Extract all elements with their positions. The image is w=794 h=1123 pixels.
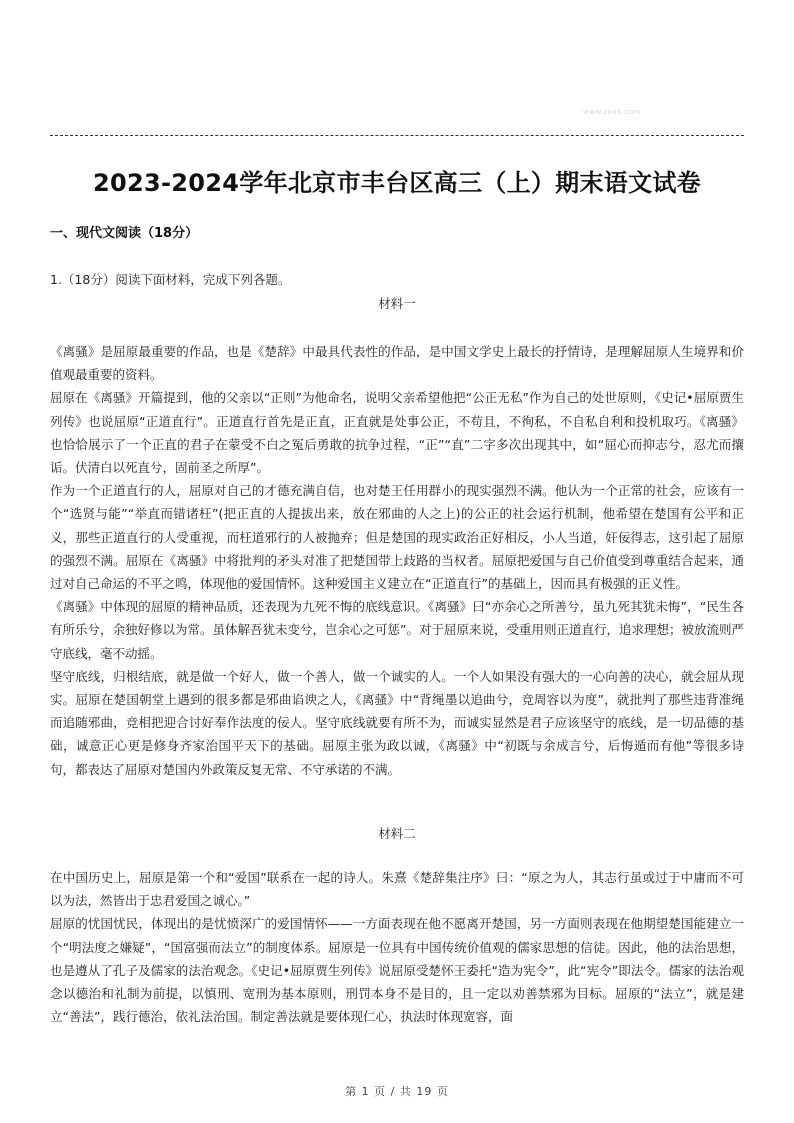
material-two-body (50, 866, 744, 1028)
page-footer: 第 1 页 / 共 19 页 (345, 1085, 449, 1098)
material-two-heading: 材料二 (378, 826, 416, 841)
material-one-body (50, 340, 744, 781)
paragraph: 在中国历史上，屈原是第一个和“爱国”联系在一起的诗人。朱熹《楚辞集注序》曰：“原之为人，其志行虽或过于中庸而不可以为法，然皆出于忠君爱国之诚心。” (50, 870, 744, 909)
paragraph: 屈原在《离骚》开篇提到，他的父亲以“正则”为他命名，说明父亲希望他把“公正无私”作为自己的处世原则，《史记•屈原贾生列传》也说屈原“正道直行”。正道直行首先是正直，正直就是处事公正，不苟且，不徇私，不自私自利和投机取巧。《离骚》也恰恰展示了一个正直的君子在蒙受不白之冤后勇敢的抗争过程，“正”“直”二字多次出现其中，如“屈心而抑志兮，忍尤而攘诟。伏清白以死直兮，固前圣之所厚”。 (50, 390, 744, 476)
paragraph: 作为一个正道直行的人，屈原对自己的才德充满自信，也对楚王任用群小的现实强烈不满。他认为一个正常的社会，应该有一个“选贤与能”“举直而错诸枉”(把正直的人提拔出来，放在邪曲的人之上)的公正的社会运行机制，他希望在楚国有公平和正义，那些正道直行的人受重视，而枉道邪行的人被抛弃；但是楚国的现实政治正好相反，小人当道，奸佞得志，这引起了屈原的强烈不满。屈原在《离骚》中将批判的矛头对准了把楚国带上歧路的当权者。屈原把爱国与自己价值受到尊重结合起来，通过对自己命运的不平之鸣，体现他的爱国情怀。这种爱国主义建立在“正道直行”的基础上，因而具有极强的正义性。 (50, 483, 744, 592)
paragraph: 坚守底线，归根结底，就是做一个好人，做一个善人，做一个诚实的人。一个人如果没有强大的一心向善的决心，就会屈从现实。屈原在楚国朝堂上遇到的很多都是邪曲谄谀之人，《离骚》中“背绳墨以追曲兮，竞周容以为度”，就批判了那些违背准绳而追随邪曲，竞相把迎合讨好奉作法度的佞人。坚守底线就要有所不为，而诚实显然是君子应该坚守的底线，是一切品德的基础，诚意正心更是修身齐家治国平天下的基础。屈原主张为政以诚，《离骚》中“初既与余成言兮，后悔遁而有他”等很多诗句，都表达了屈原对楚国内外政策反复无常、不守承诺的不满。 (50, 668, 744, 777)
paragraph: 《离骚》是屈原最重要的作品，也是《楚辞》中最具代表性的作品，是中国文学史上最长的抒情诗，是理解屈原人生境界和价值观最重要的资料。 (50, 344, 744, 383)
document-title: 2023-2024学年北京市丰台区高三（上）期末语文试卷 (93, 169, 701, 197)
paragraph: 屈原的忧国忧民，体现出的是忧愤深广的爱国情怀——一方面表现在他不愿离开楚国，另一方面则表现在他期望楚国能建立一个“明法度之嫌疑”，“国富强而法立”的制度体系。屈原是一位具有中国传统价值观的儒家思想的信徒。因此，他的法治思想，也是遵从了孔子及儒家的法治观念。《史记•屈原贾生列传》说屈原受楚怀王委托“造为宪令”，此“宪令”即法令。儒家的法治观念以德治和礼制为前提，以慎刑、宽刑为基本原则，刑罚本身不是目的，且一定以劝善禁邪为目标。屈原的“法立”，就是建立“善法”，践行德治，依礼法治国。制定善法就是要体现仁心，执法时体现宽容，面 (50, 916, 744, 1025)
paragraph: 《离骚》中体现的屈原的精神品质，还表现为九死不悔的底线意识。《离骚》曰“亦余心之所善兮，虽九死其犹未悔”，“民生各有所乐兮，余独好修以为常。虽体解吾犹未变兮，岂余心之可惩”。对于屈原来说，受重用则正道直行，追求理想；被放流则严守底线，毫不动摇。 (50, 599, 744, 661)
section-heading: 一、现代文阅读（18分） (50, 226, 199, 241)
question-prompt: 1.（18分）阅读下面材料，完成下列各题。 (50, 272, 291, 287)
material-one-heading: 材料一 (378, 296, 416, 311)
watermark-header-text: www.zxxk.com (583, 108, 641, 116)
header-dashed-divider (50, 135, 744, 136)
